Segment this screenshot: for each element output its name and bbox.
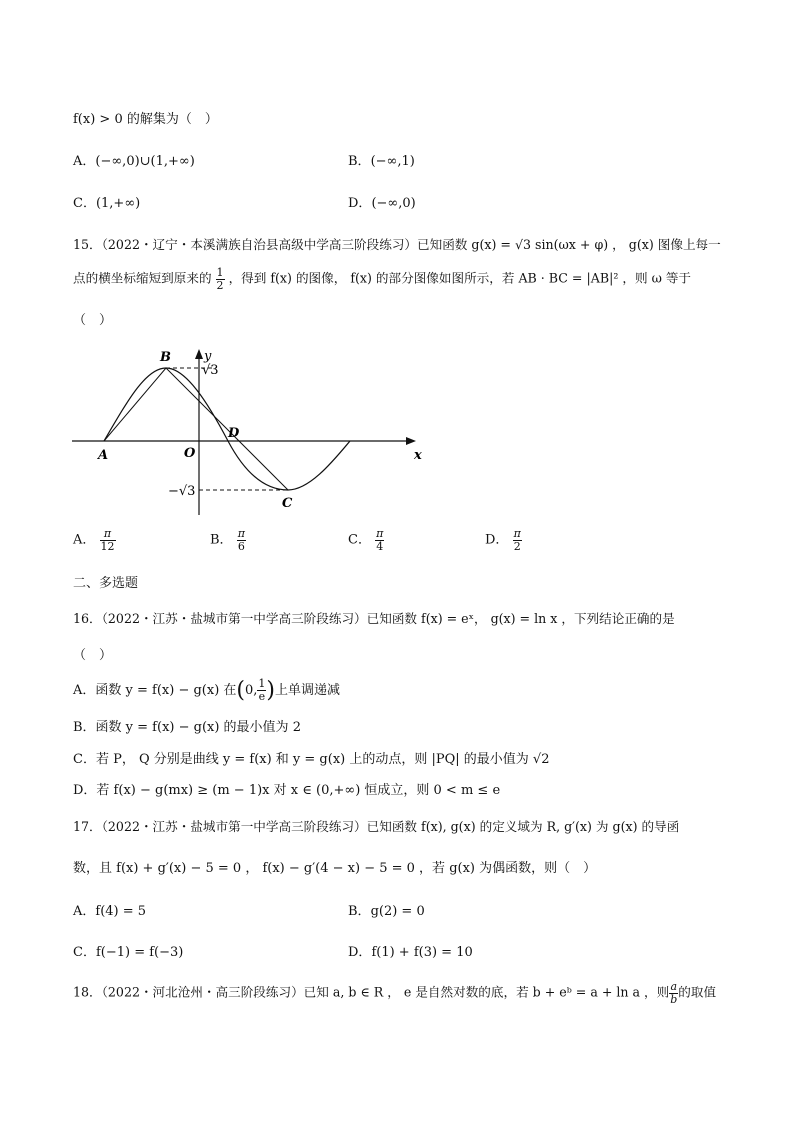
q16-option-d: D．若 f(x) − g(mx) ≥ (m − 1)x 对 x ∈ (0,+∞) 恒成立，则 0 < m ≤ e [73, 783, 501, 798]
fraction-numerator: π [513, 527, 521, 540]
neg-sqrt3-label: −√3 [168, 484, 196, 499]
q15-line-2 [73, 267, 691, 291]
option-text: (1,+∞) [95, 196, 141, 211]
fraction-denominator: e [258, 690, 266, 703]
option-label: A． [73, 532, 96, 548]
fraction-numerator: π [100, 528, 116, 541]
option-label: D． [485, 532, 509, 548]
q17-line-2: 数，且 f(x) + g′(x) − 5 = 0 ， f(x) − g′(4 − x) − 5 = 0 ，若 g(x) 为偶函数，则（ ） [73, 861, 597, 876]
option-text: g(2) = 0 [370, 904, 425, 919]
q16-option-c: C．若 P， Q 分别是曲线 y = f(x) 和 y = g(x) 上的动点，则 |PQ| 的最小值为 √2 [73, 752, 550, 767]
q14-option-a [73, 150, 195, 169]
x-axis-label: x [414, 448, 422, 463]
q17-line-1: 17．（2022・江苏・盐城市第一中学高三阶段练习）已知函数 f(x), g(x) 的定义域为 R, g′(x) 为 g(x) 的导函 [73, 819, 680, 834]
option-label: B． [348, 154, 371, 169]
section-heading: 二、多选题 [73, 576, 139, 591]
q15-sine-graph [68, 345, 428, 515]
origin-label: O [184, 446, 196, 461]
q17-option-c [73, 941, 183, 960]
option-label: C． [73, 196, 96, 211]
option-text: f(−1) = f(−3) [95, 945, 184, 960]
q18-line-1-part-b: 的取值 [678, 984, 717, 1000]
q15-option-b [210, 528, 246, 552]
option-label: D． [348, 945, 372, 960]
fraction-numerator: 1 [216, 266, 224, 279]
option-fraction [100, 528, 116, 552]
q15-option-c [348, 528, 384, 552]
q15-half-fraction [216, 267, 225, 291]
fraction-denominator: b [670, 992, 678, 1006]
q16-line-1: 16．（2022・江苏・盐城市第一中学高三阶段练习）已知函数 f(x) = eˣ， g(x) = ln x ，下列结论正确的是 [73, 611, 675, 626]
option-label: D． [348, 196, 372, 211]
option-text: (−∞,0)∪(1,+∞) [95, 154, 195, 169]
q16-option-b: B．函数 y = f(x) − g(x) 的最小值为 2 [73, 720, 301, 735]
option-fraction [375, 528, 384, 552]
q16-option-a-part-a: A．函数 y = f(x) − g(x) 在 [73, 683, 237, 698]
q16-option-a: A．函数 y = f(x) − g(x) 在(0, $\frac{1}{e}$ )上单调递减 [73, 677, 341, 703]
fraction-denominator: 6 [237, 539, 245, 553]
q15-line-3: （ ） [73, 313, 113, 328]
point-b-label: B [160, 350, 171, 365]
y-axis-label: y [204, 349, 212, 364]
fraction-numerator: π [237, 527, 245, 540]
fraction-denominator: 4 [376, 539, 384, 553]
q15-line-2-part-b: ，得到 f(x) 的图像， f(x) 的部分图像如图所示，若 AB · BC = |AB|² ，则 ω 等于 [228, 270, 692, 286]
fraction-numerator: π [376, 527, 384, 540]
option-text: f(4) = 5 [95, 904, 147, 919]
segment-ab [104, 368, 166, 441]
q18-line-1 [73, 981, 716, 1005]
q14-option-c [73, 192, 140, 211]
q14-option-b [348, 150, 415, 169]
option-text: (−∞,0) [371, 196, 416, 211]
fraction-numerator: 1 [258, 677, 266, 691]
option-text: (−∞,1) [370, 154, 415, 169]
point-c-label: C [282, 496, 293, 511]
q16-line-2: （ ） [73, 648, 113, 663]
q15-option-a [73, 528, 116, 552]
q15-line-1: 15．（2022・辽宁・本溪满族自治县高级中学高三阶段练习）已知函数 g(x) = √3 sin(ωx + φ) ， g(x) 图像上每一 [73, 237, 721, 252]
fraction-numerator: a [670, 980, 678, 993]
option-text: f(1) + f(3) = 10 [371, 945, 473, 960]
q17-option-b [348, 900, 425, 919]
option-label: C． [73, 945, 96, 960]
q16-option-a-part-b: 上单调递减 [275, 683, 341, 698]
sqrt3-label: √3 [202, 363, 219, 378]
q14-stem: f(x) > 0 的解集为（ ） [73, 112, 218, 127]
option-label: B． [348, 904, 371, 919]
option-fraction [513, 528, 522, 552]
segment-bc [166, 368, 288, 490]
q17-option-a [73, 900, 146, 919]
q15-line-2-part-a: 点的横坐标缩短到原来的 [73, 270, 212, 286]
q14-option-d [348, 192, 416, 211]
q18-line-1-part-a: 18．（2022・河北沧州・高三阶段练习）已知 a, b ∈ R ， e 是自然对数的底，若 b + eᵇ = a + ln a ，则 [73, 984, 670, 1000]
fraction-denominator: 12 [100, 539, 115, 553]
point-d-label: D [228, 426, 240, 441]
fraction-denominator: 2 [513, 539, 521, 553]
point-a-label: A [98, 448, 109, 463]
option-label: C． [348, 532, 371, 548]
y-axis-arrow [195, 349, 203, 359]
q15-option-d [485, 528, 522, 552]
option-label: B． [210, 532, 233, 548]
x-axis-arrow [406, 437, 416, 445]
option-label: A． [73, 154, 96, 169]
a-over-b-fraction [669, 981, 678, 1005]
interval-left: 0, [245, 683, 258, 698]
fraction-denominator: 2 [216, 278, 224, 292]
q17-option-d [348, 941, 473, 960]
option-label: A． [73, 904, 96, 919]
option-fraction [237, 528, 246, 552]
